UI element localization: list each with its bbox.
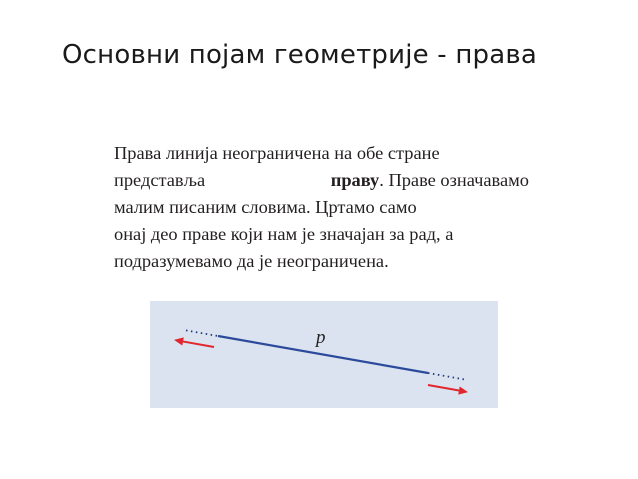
bold-term: праву [330, 170, 380, 190]
text-line-2-term [331, 167, 529, 194]
left-dotted-extension [186, 330, 218, 336]
line-label: p [316, 327, 326, 348]
text-line-1 [114, 140, 529, 167]
right-dotted-extension [428, 373, 464, 379]
line-figure [150, 301, 498, 408]
line-figure-panel [150, 301, 498, 408]
text-line-2-after: . Праве означавамо [379, 170, 529, 190]
text-line-4-content: онај део праве који нам је значајан за рад, а [114, 224, 454, 244]
textbook-paragraph [114, 140, 529, 275]
right-arrow-icon [428, 385, 468, 395]
text-line-5 [114, 248, 529, 275]
text-line-3 [114, 194, 529, 221]
text-line-4 [114, 221, 529, 248]
text-line-2 [114, 167, 529, 194]
text-line-2-before: представља [114, 170, 206, 190]
left-arrow-icon [174, 337, 214, 347]
slide-title: Основни појам геометрије - права [62, 40, 538, 70]
text-line-1-content: Права линија неограничена на обе стране [114, 143, 440, 163]
text-line-3-content: малим писаним словима. Цртамо само [114, 197, 417, 217]
text-line-5-content: подразумевамо да је неограничена. [114, 251, 389, 271]
